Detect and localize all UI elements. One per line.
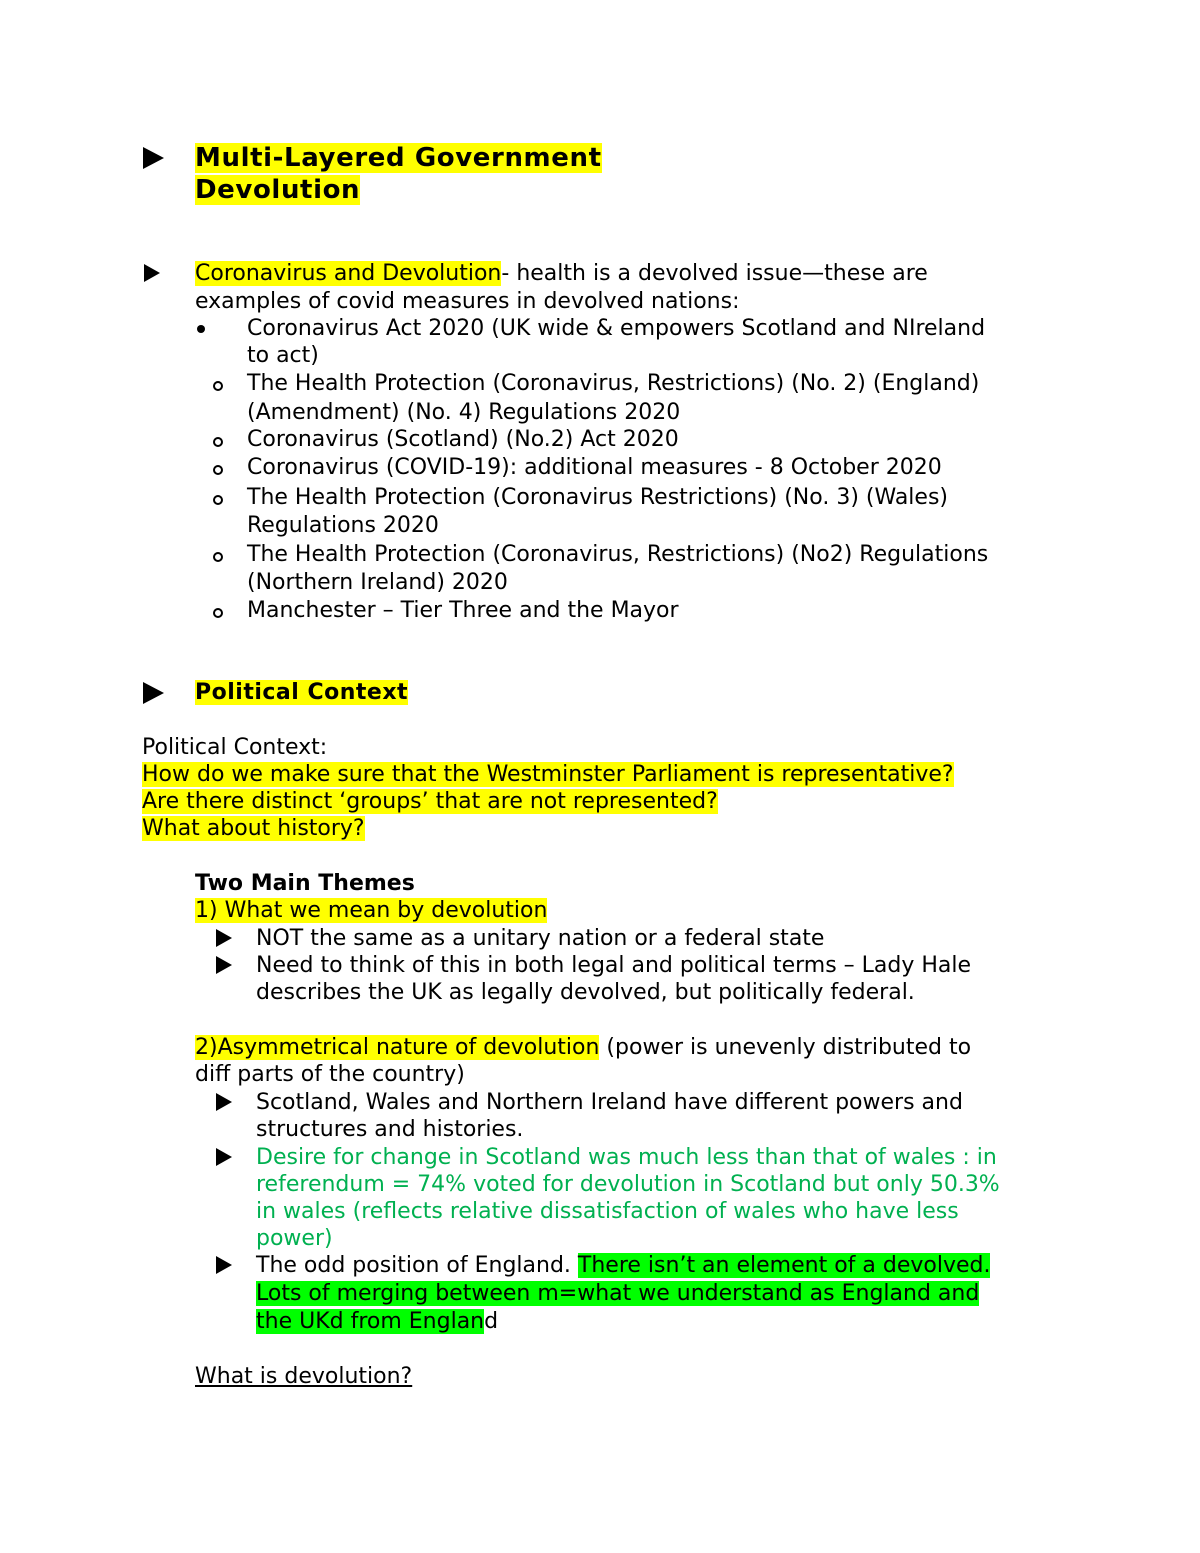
- filled-bullet-icon: [197, 325, 205, 333]
- list-item-continuation: referendum = 74% voted for devolution in Scotland but only 50.3%: [256, 1172, 1000, 1197]
- hollow-bullet-icon: [213, 495, 223, 505]
- heading-devolution: Devolution: [195, 175, 361, 205]
- list-item: Coronavirus Act 2020 (UK wide & empowers Scotland and NIreland: [247, 316, 986, 341]
- question-history: What about history?: [142, 816, 365, 841]
- hollow-bullet-icon: [213, 608, 223, 618]
- list-item: The Health Protection (Coronavirus Restrictions) (No. 3) (Wales): [247, 485, 948, 510]
- theme-1-heading: 1) What we mean by devolution: [195, 898, 548, 923]
- arrow-bullet-icon: [216, 1093, 232, 1111]
- list-item: Coronavirus (COVID-19): additional measures - 8 October 2020: [247, 455, 942, 480]
- list-item: The Health Protection (Coronavirus, Restrictions) (No2) Regulations: [247, 542, 989, 567]
- list-item: Scotland, Wales and Northern Ireland have different powers and: [256, 1090, 963, 1115]
- arrow-bullet-icon: [143, 682, 164, 704]
- list-item: NOT the same as a unitary nation or a federal state: [256, 926, 825, 951]
- hollow-bullet-icon: [213, 437, 223, 447]
- coronavirus-intro-line2: examples of covid measures in devolved nations:: [195, 289, 740, 314]
- list-item-continuation: the UKd from England: [256, 1309, 499, 1334]
- list-item: The odd position of England. There isn’t an element of a devolved.: [256, 1253, 991, 1278]
- list-item: Manchester – Tier Three and the Mayor: [247, 598, 679, 623]
- coronavirus-intro: Coronavirus and Devolution- health is a devolved issue—these are: [195, 261, 928, 286]
- question-groups: Are there distinct ‘groups’ that are not represented?: [142, 789, 718, 814]
- arrow-bullet-icon: [216, 929, 232, 947]
- list-item: Coronavirus (Scotland) (No.2) Act 2020: [247, 427, 679, 452]
- list-item-continuation: structures and histories.: [256, 1117, 524, 1142]
- question-representative: How do we make sure that the Westminster Parliament is representative?: [142, 762, 954, 787]
- hollow-bullet-icon: [213, 465, 223, 475]
- list-item: Desire for change in Scotland was much less than that of wales : in: [256, 1145, 997, 1170]
- list-item-continuation: (Amendment) (No. 4) Regulations 2020: [247, 400, 681, 425]
- list-item: The Health Protection (Coronavirus, Restrictions) (No. 2) (England): [247, 371, 980, 396]
- arrow-bullet-icon: [216, 956, 232, 974]
- heading-multi-layered-government: Multi-Layered Government: [195, 143, 602, 173]
- what-is-devolution-heading: What is devolution?: [195, 1364, 413, 1389]
- hollow-bullet-icon: [213, 381, 223, 391]
- arrow-bullet-icon: [216, 1148, 232, 1166]
- list-item-continuation: describes the UK as legally devolved, but politically federal.: [256, 980, 915, 1005]
- list-item-continuation: Regulations 2020: [247, 513, 439, 538]
- theme-2-heading-line2: diff parts of the country): [195, 1062, 465, 1087]
- list-item-continuation: power): [256, 1226, 333, 1251]
- list-item: Need to think of this in both legal and political terms – Lady Hale: [256, 953, 972, 978]
- list-item-continuation: in wales (reflects relative dissatisfaction of wales who have less: [256, 1199, 959, 1224]
- arrow-bullet-icon: [216, 1256, 232, 1274]
- arrow-bullet-icon: [143, 147, 164, 169]
- heading-political-context: Political Context: [195, 680, 409, 705]
- list-item-continuation: (Northern Ireland) 2020: [247, 570, 508, 595]
- arrow-bullet-icon: [144, 264, 160, 282]
- list-item-continuation: to act): [247, 343, 319, 368]
- two-main-themes-title: Two Main Themes: [195, 871, 415, 896]
- list-item-continuation: Lots of merging between m=what we understand as England and: [256, 1281, 980, 1306]
- theme-2-heading: 2)Asymmetrical nature of devolution (power is unevenly distributed to: [195, 1035, 972, 1060]
- political-context-label: Political Context:: [142, 735, 328, 760]
- hollow-bullet-icon: [213, 552, 223, 562]
